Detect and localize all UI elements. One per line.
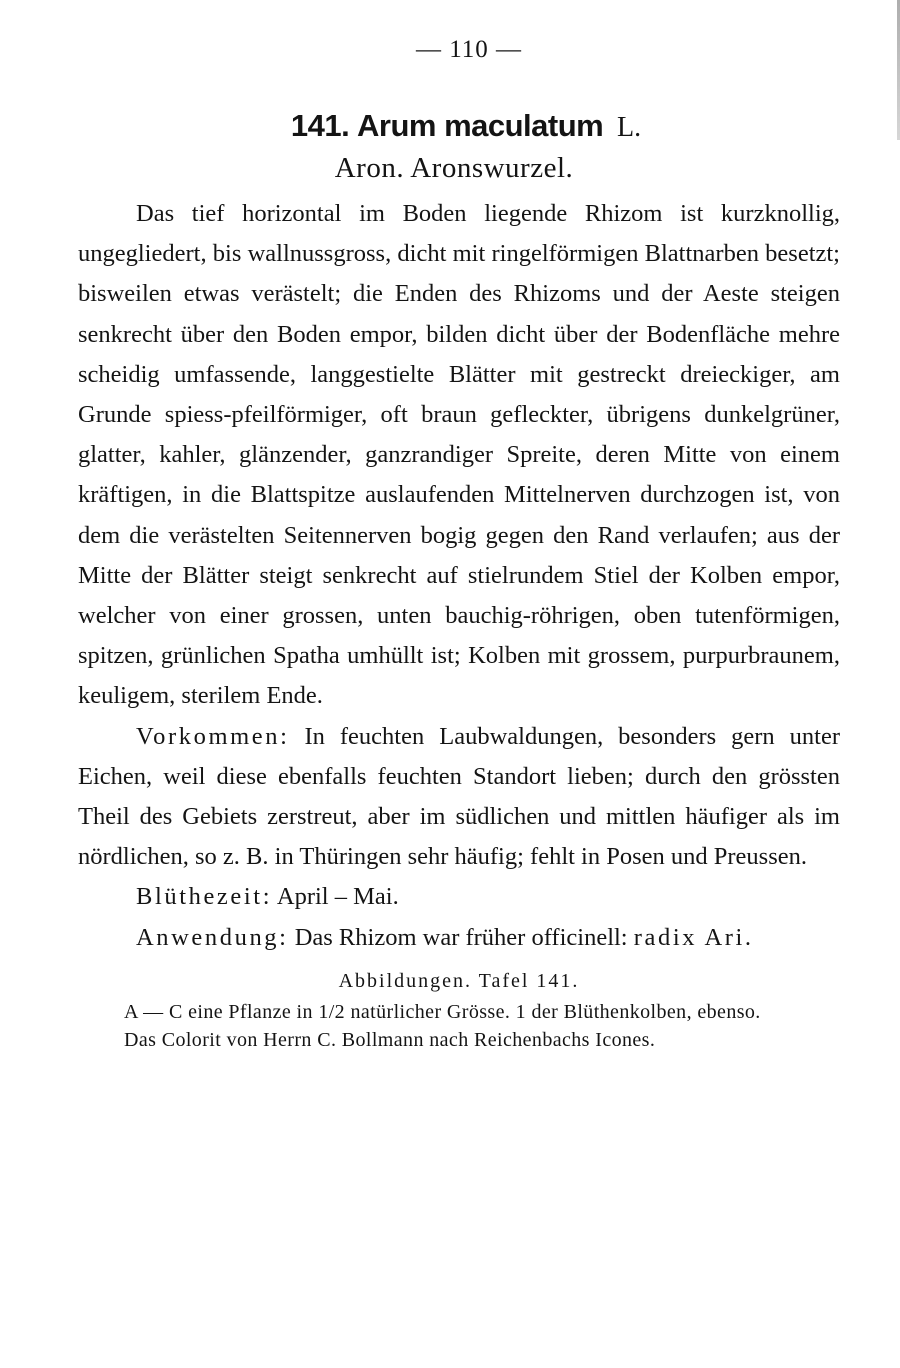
- species-name: Arum maculatum: [357, 108, 604, 143]
- use-label: Anwendung:: [136, 923, 289, 951]
- flowering-paragraph: [78, 877, 840, 917]
- flowering-label: Blüthezeit:: [136, 883, 273, 911]
- figures-credit: Das Colorit von Herrn C. Bollmann nach Reichenbachs Icones.: [124, 1028, 656, 1051]
- figures-section: [78, 998, 840, 1054]
- common-names: Aron. Aronswurzel.: [334, 152, 574, 184]
- use-text: Das Rhizom war früher officinell:: [294, 923, 628, 951]
- use-drug-name: radix Ari.: [633, 923, 754, 951]
- body-text: [78, 194, 840, 958]
- flowering-text: April – Mai.: [276, 883, 399, 911]
- occurrence-paragraph: [78, 717, 840, 878]
- figures-caption-start: A — C eine Pflanze in: [124, 1000, 313, 1023]
- use-paragraph: [78, 918, 840, 958]
- figures-caption: [78, 998, 840, 1026]
- occurrence-label: Vorkommen:: [136, 722, 290, 750]
- species-number: 141.: [290, 108, 350, 143]
- figures-fraction: 1/2: [318, 1000, 346, 1023]
- species-author: L.: [616, 112, 642, 143]
- figures-heading: Abbildungen. Tafel 141.: [338, 969, 580, 992]
- description-paragraph: Das tief horizontal im Boden liegende Rhizom ist kurzknollig, ungegliedert, bis wallnussgross, dicht mit ringelförmigen Blattnarben besetzt; bisweilen etwas verästelt; die Enden des Rhizoms und der Aeste steigen senkrecht über den Boden empor, bilden dicht über der Bodenfläche mehre scheidig umfassende, langgestielte Blätter mit gestreckt dreieckiger, am Grunde spiess-pfeilförmiger, oft braun gefleckter, übrigens dunkelgrüner, glatter, kahler, glänzender, ganzrandiger Spreite, deren Mitte von einem kräftigen, in die Blattspitze auslaufenden Mittelnerven durchzogen ist, von dem die verästelten Seitennerven bogig gegen den Rand verlaufen; aus der Mitte der Blätter steigt senkrecht auf stielrundem Stiel der Kolben empor, welcher von einer grossen, unten bauchig-röhrigen, oben tutenförmigen, spitzen, grünlichen Spatha umhüllt ist; Kolben mit grossem, purpurbraunem, keuligem, sterilem Ende.: [78, 200, 840, 710]
- document-page: [78, 36, 840, 1054]
- figures-caption-end: natürlicher Grösse. 1 der Blüthenkolben, ebenso.: [350, 1000, 761, 1023]
- page-number: — 110 —: [415, 36, 523, 63]
- occurrence-text: In feuchten Laubwaldungen, besonders gern unter Eichen, weil diese ebenfalls feuchten Standort lieben; durch den grössten Theil des Gebiets zerstreut, aber im südlichen und mittlen häufiger als im nördlichen, so z. B. in Thüringen sehr häufig; fehlt in Posen und Preussen.: [78, 722, 841, 871]
- species-title: [92, 108, 840, 146]
